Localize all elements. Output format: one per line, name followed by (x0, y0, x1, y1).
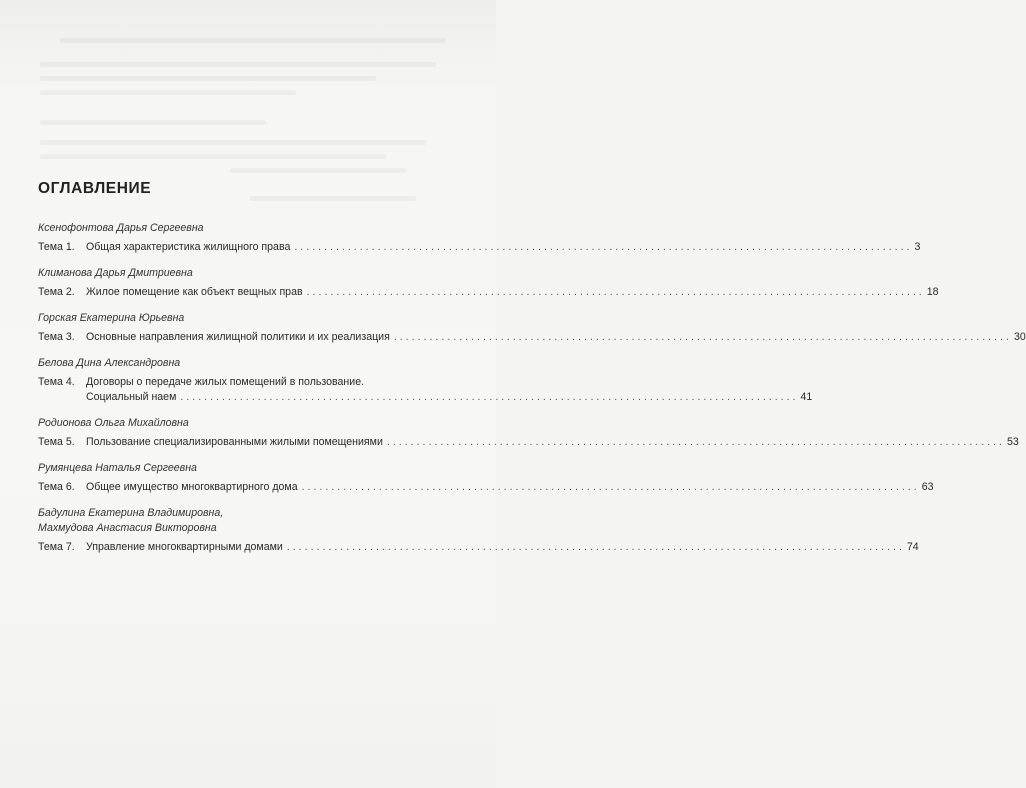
topic-title-line-1: Договоры о передаче жилых помещений в пользование. (86, 376, 365, 388)
topic-title: Общее имущество многоквартирного дома (86, 481, 298, 493)
toc-entry (38, 506, 919, 555)
show-through-line (40, 62, 436, 67)
topic-title: Жилое помещение как объект вещных прав (86, 286, 303, 298)
toc-line[interactable] (38, 435, 1019, 450)
toc-heading: ОГЛАВЛЕНИЕ (38, 180, 152, 197)
show-through-line (40, 76, 376, 81)
toc-line[interactable] (38, 240, 921, 255)
show-through-line (60, 38, 446, 43)
table-of-contents (38, 221, 1026, 566)
topic-number: Тема 1. (38, 241, 75, 253)
dot-leader: ........................................................................................................ (286, 541, 905, 553)
toc-author: Румянцева Наталья Сергеевна (38, 462, 197, 474)
topic-title-line-2: Социальный наем (86, 391, 177, 403)
toc-line[interactable] (38, 285, 939, 300)
dot-leader: ........................................................................................................ (393, 331, 1012, 343)
toc-entry (38, 356, 813, 405)
topic-title: Пользование специализированными жилыми помещениями (86, 436, 383, 448)
show-through-line (40, 90, 296, 95)
toc-author: Климанова Дарья Дмитриевна (38, 267, 193, 279)
toc-author: Белова Дина Александровна (38, 357, 181, 369)
toc-author: Ксенофонтова Дарья Сергеевна (38, 222, 204, 234)
toc-line[interactable] (38, 375, 813, 405)
topic-title: Управление многоквартирными домами (86, 541, 283, 553)
toc-entry (38, 461, 934, 495)
toc-entry (38, 266, 939, 300)
show-through-line (230, 168, 406, 173)
topic-number: Тема 3. (38, 331, 75, 343)
toc-entry (38, 221, 921, 255)
page-number: 53 (1006, 436, 1019, 448)
toc-entry (38, 311, 1026, 345)
page-number: 30 (1013, 331, 1026, 343)
page-number: 63 (921, 481, 934, 493)
page-number: 41 (800, 391, 813, 403)
show-through-line (250, 196, 416, 201)
dot-leader: ........................................................................................................ (386, 436, 1005, 448)
topic-number: Тема 5. (38, 436, 75, 448)
dot-leader: ........................................................................................................ (306, 286, 925, 298)
toc-author: Горская Екатерина Юрьевна (38, 312, 185, 324)
page-number: 74 (906, 541, 919, 553)
toc-line[interactable] (38, 540, 919, 555)
show-through-line (40, 120, 266, 125)
dot-leader: ........................................................................................................ (180, 391, 799, 403)
page-number: 18 (926, 286, 939, 298)
topic-title: Основные направления жилищной политики и их реализация (86, 331, 390, 343)
toc-author: Махмудова Анастасия Викторовна (38, 522, 217, 534)
topic-title-block (86, 375, 812, 405)
topic-number: Тема 4. (38, 376, 75, 388)
topic-title: Общая характеристика жилищного права (86, 241, 291, 253)
toc-line[interactable] (38, 480, 934, 495)
toc-entry (38, 416, 1019, 450)
show-through-line (40, 140, 426, 145)
toc-line[interactable] (38, 330, 1026, 345)
page-number: 3 (914, 241, 921, 253)
topic-number: Тема 7. (38, 541, 75, 553)
topic-number: Тема 6. (38, 481, 75, 493)
show-through-line (40, 154, 386, 159)
toc-author: Бадулина Екатерина Владимировна, (38, 507, 224, 519)
topic-number: Тема 2. (38, 286, 75, 298)
dot-leader: ........................................................................................................ (294, 241, 913, 253)
toc-author: Родионова Ольга Михайловна (38, 417, 189, 429)
dot-leader: ........................................................................................................ (301, 481, 920, 493)
topic-title-row-2 (86, 390, 812, 405)
